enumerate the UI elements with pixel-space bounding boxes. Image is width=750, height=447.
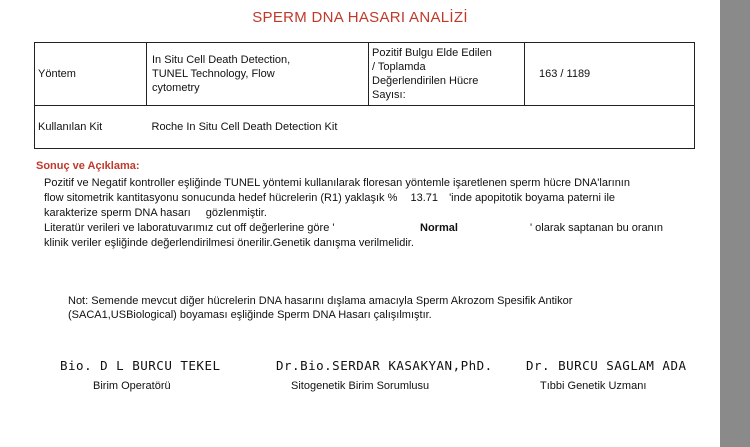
result-line-4-suffix: ' olarak saptanan bu oranın: [530, 222, 663, 234]
table-row-method: [35, 43, 695, 106]
signature-name-operator: Bio. D L BURCU TEKEL: [60, 358, 221, 373]
method-line: In Situ Cell Death Detection,: [152, 54, 291, 66]
ratio-value: 163 / 1189: [525, 43, 695, 106]
kit-label: Kullanılan Kit: [35, 106, 147, 149]
ratio-label-line: Pozitif Bulgu Elde Edilen: [372, 47, 492, 59]
result-line-4: [44, 222, 334, 234]
right-scroll-panel[interactable]: [720, 0, 750, 447]
result-line-3-prefix: karakterize sperm DNA hasarı: [44, 207, 191, 219]
result-line-5: klinik veriler eşliğinde değerlendirilmesi önerilir.Genetik danışma verilmelidir.: [44, 237, 414, 249]
result-line-4-prefix: Literatür verileri ve laboratuvarımız cut off değerlerine göre ': [44, 222, 335, 234]
ratio-label: [369, 43, 525, 106]
ratio-label-line: / Toplamda: [372, 61, 426, 73]
result-heading: Sonuç ve Açıklama:: [36, 160, 140, 172]
result-line-2-prefix: flow sitometrik kantitasyonu sonucunda hedef hücrelerin (R1) yaklaşık %: [44, 192, 398, 204]
signature-role-operator: Birim Operatörü: [93, 380, 171, 392]
method-line: cytometry: [152, 82, 200, 94]
kit-value: Roche In Situ Cell Death Detection Kit: [147, 106, 369, 149]
signature-name-supervisor: Dr.Bio.SERDAR KASAKYAN,PhD.: [276, 358, 493, 373]
result-line-3-suffix: gözlenmiştir.: [205, 207, 267, 219]
status-normal: Normal: [420, 222, 458, 234]
method-label: Yöntem: [35, 43, 147, 106]
info-table: [34, 42, 695, 149]
signature-name-specialist: Dr. BURCU SAGLAM ADA: [526, 358, 687, 373]
result-line-3: [44, 207, 267, 219]
result-line-1: Pozitif ve Negatif kontroller eşliğinde TUNEL yöntemi kullanılarak floresan yöntemle işaretlenen sperm hücre DNA'larının: [44, 177, 630, 189]
ratio-label-line: Değerlendirilen Hücre: [372, 75, 479, 87]
table-row-kit: [35, 106, 695, 149]
result-line-2-suffix: 'inde apopitotik boyama paterni ile: [449, 192, 616, 204]
note-line-2: (SACA1,USBiological) boyaması eşliğinde Sperm DNA Hasarı çalışılmıştır.: [68, 309, 432, 321]
ratio-label-line: Sayısı:: [372, 89, 406, 101]
report-title: SPERM DNA HASARI ANALİZİ: [252, 9, 468, 26]
method-line: TUNEL Technology, Flow: [152, 68, 275, 80]
method-value: [147, 43, 369, 106]
signature-role-supervisor: Sitogenetik Birim Sorumlusu: [291, 380, 430, 392]
result-line-2: [44, 192, 615, 204]
note-line-1: Not: Semende mevcut diğer hücrelerin DNA hasarını dışlama amacıyla Sperm Akrozom Spesifik Antikor: [68, 295, 573, 307]
percentage-value: 13.71: [410, 192, 438, 204]
signature-role-specialist: Tıbbi Genetik Uzmanı: [540, 380, 647, 392]
